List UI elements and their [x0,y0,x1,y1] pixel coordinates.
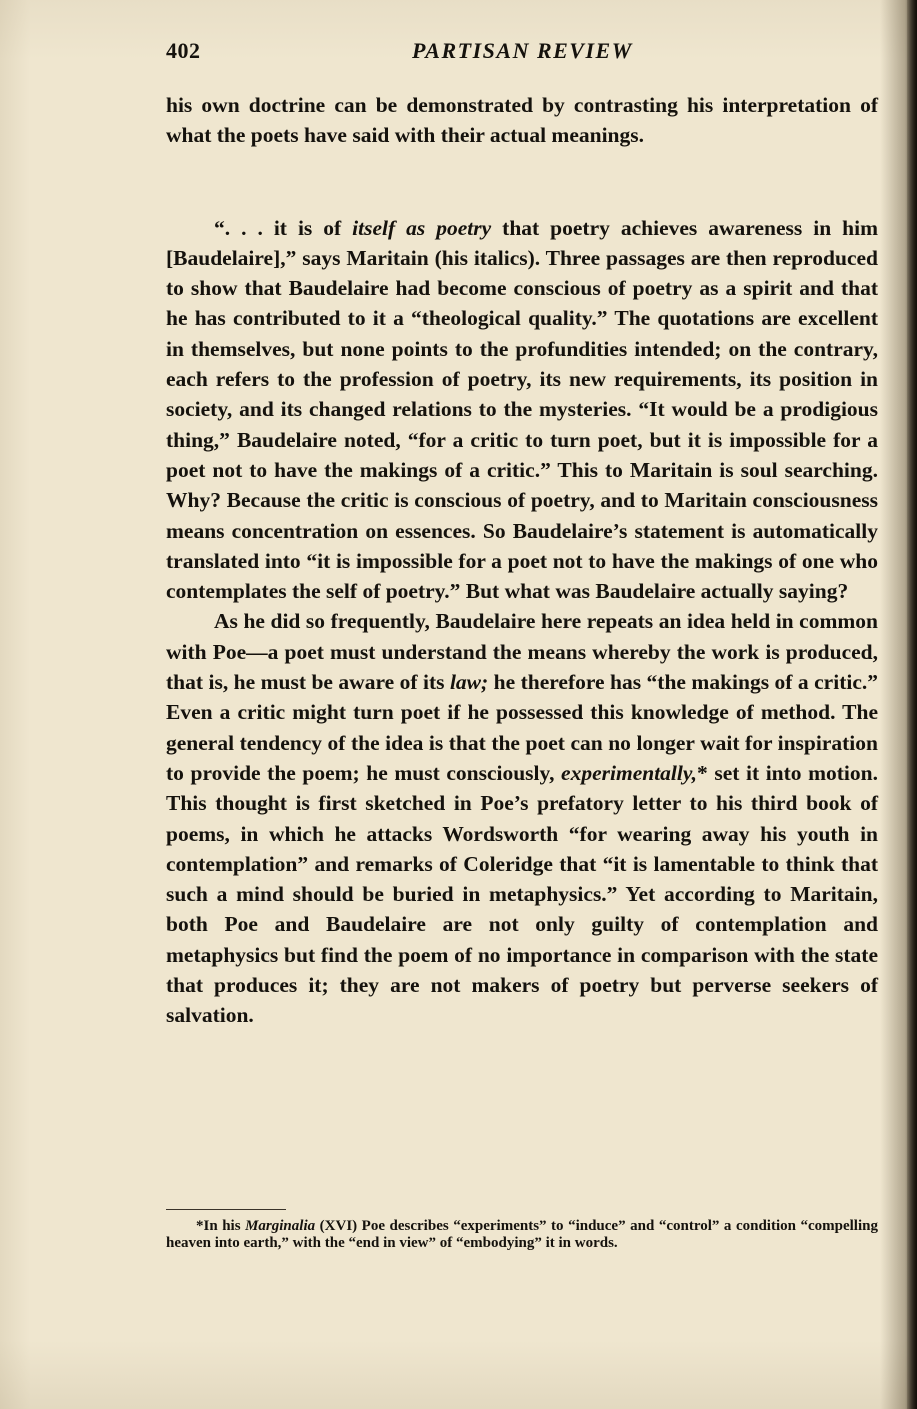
paragraph-1: his own doctrine can be demonstrated by contrasting his interpretation of what the poets have said with their actual meanings. [166,93,878,148]
footnote [166,1218,878,1251]
footnote-rule [166,1209,286,1210]
page-number: 402 [166,38,201,63]
footnote-text-a: *In his [196,1218,246,1234]
running-head [166,38,878,68]
paragraph-2 [166,213,878,607]
journal-title: PARTISAN REVIEW [412,38,633,63]
footnote-text-b: (XVI) Poe describes “experiments” to “induce” and “control” a condition “compelling heaven into earth,” with the “end in view” of “embodying” it in words. [166,1218,878,1251]
paragraph-3-text-a: As he did so frequently, Baudelaire here repeats an idea held in common with Poe—a poet must understand the means whereby the work is produced, that is, he must be aware of its [166,609,878,695]
paragraph-2-text-b: that poetry achieves awareness in him [Baudelaire],” says Maritain (his italics). Three passages are then reproduced to show that Baudelaire had become conscious of poetry as a spirit and that he has contributed to it a “theological quality.” The quotations are excellent in themselves, but none points to the profundities intended; on the contrary, each refers to the profession of poetry, its new requirements, its position in society, and its changed relations to the mysteries. “It would be a prodigious thing,” Baudelaire noted, “for a critic to turn poet, but it is impossible for a poet not to have the makings of a critic.” This to Maritain is soul searching. Why? Because the critic is conscious of poetry, and to Maritain consciousness means concentration on essences. So Baudelaire’s statement is automatically translated into “it is impossible for a poet not to have the makings of one who contemplates the self of poetry.” But what was Baudelaire actually saying? [166,215,878,604]
paragraph-3-text-c: * set it into motion. This thought is first sketched in Poe’s prefatory letter to his third book of poems, in which he attacks Wordsworth “for wearing away his youth in contemplation” and remarks of Coleridge that “it is lamentable to think that such a mind should be buried in metaphysics.” Yet according to Maritain, both Poe and Baudelaire are not only guilty of contemplation and metaphysics but find the poem of no importance in comparison with the state that produces it; they are not makers of poetry but perverse seekers of salvation. [166,760,878,1028]
footnote-italic: Marginalia [245,1218,316,1234]
paragraph-2-text-a: “. . . it is of [214,215,353,240]
paragraph-3-text-b: he therefore has “the makings of a critic.” Even a critic might turn poet if he possessed this knowledge of method. The general tendency of the idea is that the poet can no longer wait for inspiration to provide the poem; he must consciously, [166,670,878,785]
paragraph-3-italic-experimentally: experimentally, [561,760,697,785]
paragraph-2-italic: itself as poetry [352,215,492,240]
paragraph-3-italic-law: law; [449,670,489,695]
page-spine-shadow [907,0,917,1409]
paragraph-3 [166,606,878,1030]
body-text [166,90,878,1031]
